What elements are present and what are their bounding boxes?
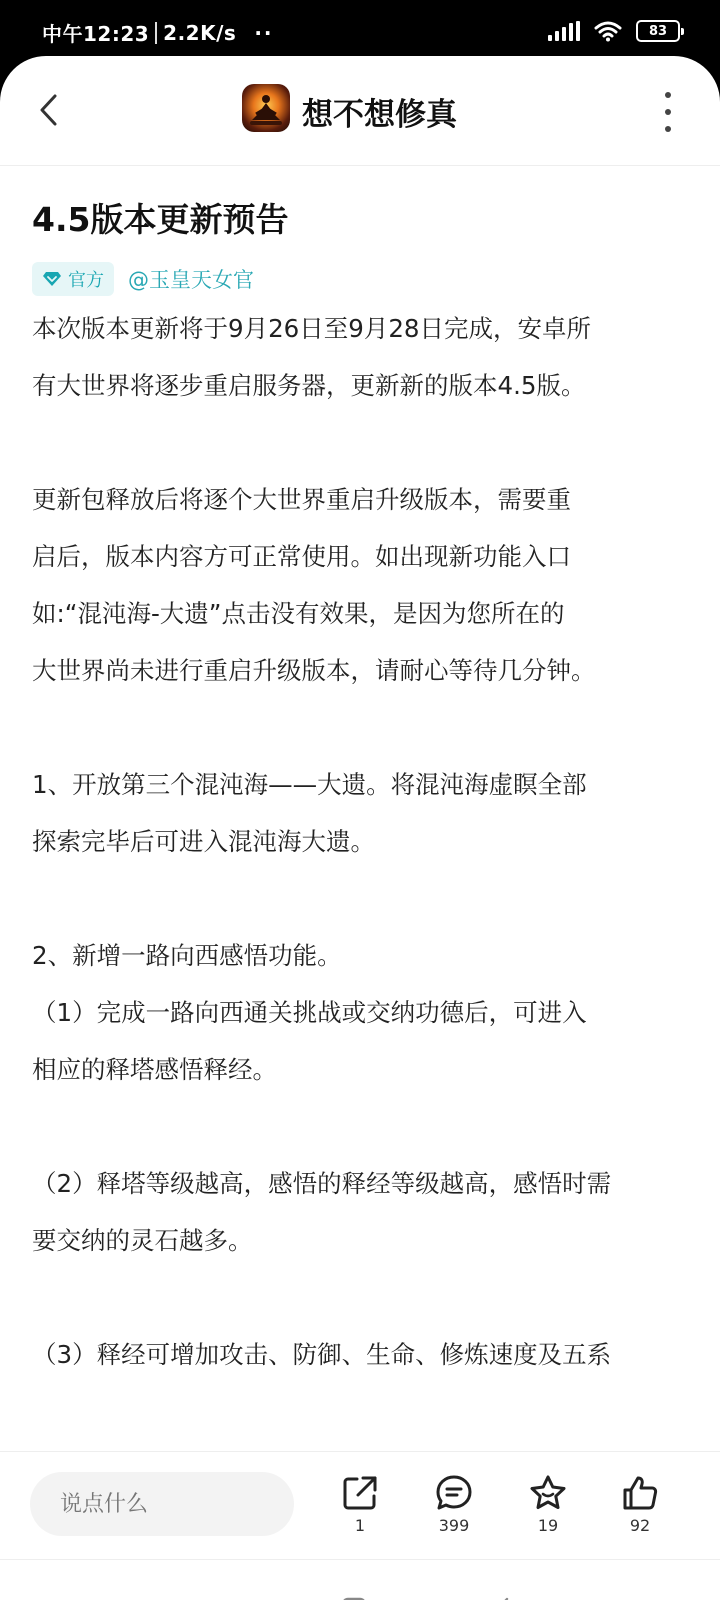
status-bar: [0, 0, 720, 60]
body-line: 大世界尚未进行重启升级版本，请耐心等待几分钟。: [32, 656, 596, 685]
article[interactable]: [0, 166, 720, 1451]
comment-count: 399: [438, 1516, 470, 1535]
article-meta: [32, 262, 254, 296]
share-button[interactable]: [320, 1474, 400, 1535]
article-title: 4.5版本更新预告: [32, 200, 289, 239]
meditating-figure-icon: [242, 84, 290, 132]
signal-icon: [548, 21, 580, 41]
body-line: 有大世界将逐步重启服务器，更新新的版本4.5版。: [32, 371, 586, 400]
back-button[interactable]: [28, 86, 68, 134]
header: [0, 56, 720, 166]
like-count: 92: [629, 1516, 651, 1535]
battery-icon: [636, 20, 680, 42]
status-right: [548, 20, 680, 42]
diamond-icon: [42, 271, 62, 287]
author-link[interactable]: @玉皇天女官: [128, 268, 254, 292]
recent-apps-button[interactable]: [194, 1594, 226, 1600]
body-line: 探索完毕后可进入混沌海大遗。: [32, 827, 375, 856]
comment-icon: [435, 1474, 473, 1512]
more-vertical-icon: [665, 92, 671, 98]
network-speed: 2.2K/s: [163, 20, 237, 45]
notification-dots: ··: [254, 20, 274, 45]
comment-button[interactable]: [414, 1474, 494, 1535]
system-back-button[interactable]: [486, 1594, 518, 1600]
share-icon: [341, 1474, 379, 1512]
body-line: 本次版本更新将于9月26日至9月28日完成，安卓所: [32, 314, 592, 343]
share-count: 1: [354, 1516, 366, 1535]
favorite-button[interactable]: [508, 1474, 588, 1535]
thumbs-up-icon: [621, 1474, 659, 1512]
comment-input[interactable]: [30, 1472, 294, 1536]
favorite-count: 19: [537, 1516, 559, 1535]
official-badge: [32, 262, 114, 296]
body-line: 如:“混沌海-大遗”点击没有效果，是因为您所在的: [32, 599, 565, 628]
page: [0, 56, 720, 1600]
body-line: （1）完成一路向西通关挑战或交纳功德后，可进入: [32, 998, 587, 1027]
app-logo: [242, 84, 290, 132]
body-line: 1、开放第三个混沌海——大遗。将混沌海虚瞑全部: [32, 770, 587, 799]
badge-label: 官方: [68, 270, 104, 291]
status-left: [42, 18, 274, 47]
app-name[interactable]: 想不想修真: [302, 97, 457, 133]
chevron-left-icon: [37, 93, 59, 127]
body-line: （2）释塔等级越高，感悟的释经等级越高，感悟时需: [32, 1169, 612, 1198]
star-icon: [529, 1474, 567, 1512]
body-line: （3）释经可增加攻击、防御、生命、修炼速度及五系: [32, 1340, 612, 1369]
like-button[interactable]: [600, 1474, 680, 1535]
body-line: 相应的释塔感悟释经。: [32, 1055, 277, 1084]
article-body: [32, 300, 692, 1383]
status-time: 中午12:23: [42, 22, 150, 46]
chevron-left-icon: [493, 1596, 511, 1600]
home-button[interactable]: [338, 1594, 370, 1600]
body-line: 要交纳的灵石越多。: [32, 1226, 253, 1255]
body-line: 2、新增一路向西感悟功能。: [32, 941, 342, 970]
body-line: 启后，版本内容方可正常使用。如出现新功能入口: [32, 542, 571, 571]
system-navigation-bar: [0, 1559, 720, 1600]
battery-level: 83: [648, 23, 668, 39]
wifi-icon: [594, 20, 622, 42]
status-separator: [155, 22, 157, 44]
body-line: 更新包释放后将逐个大世界重启升级版本，需要重: [32, 485, 571, 514]
action-bar: [0, 1451, 720, 1559]
more-button[interactable]: [658, 92, 678, 132]
